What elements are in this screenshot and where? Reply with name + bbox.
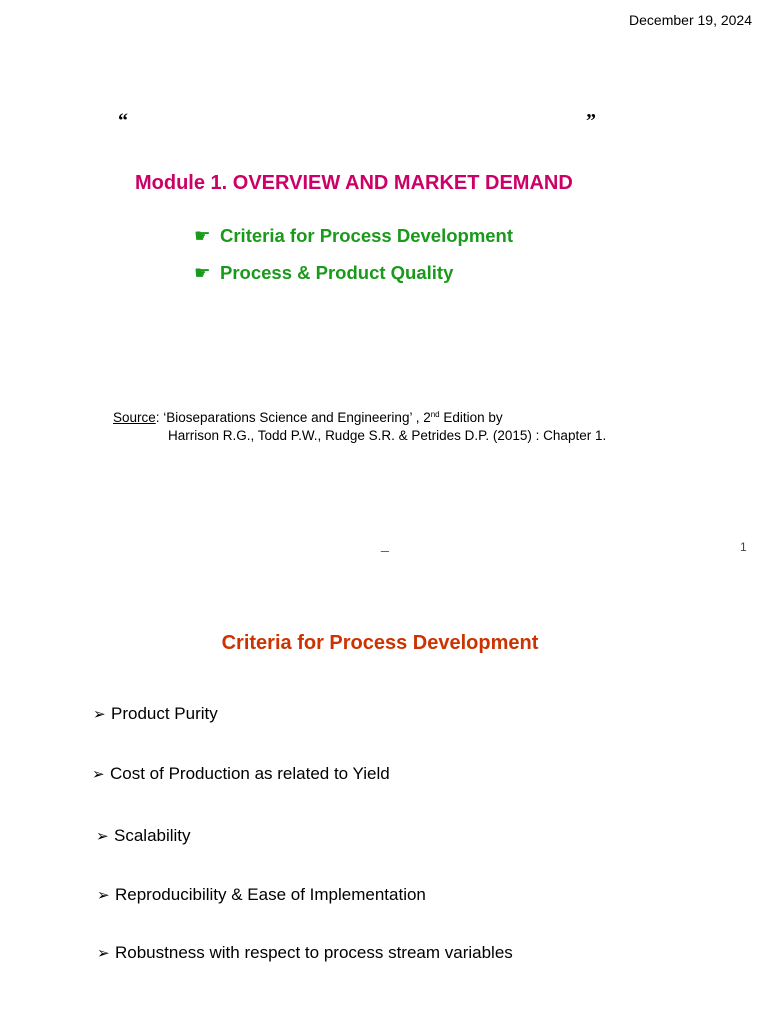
- arrow-bullet-icon: ➢: [96, 828, 109, 845]
- bullet-text: Reproducibility & Ease of Implementation: [115, 885, 426, 904]
- topic-item-quality: [194, 262, 453, 284]
- topic-label: Criteria for Process Development: [220, 225, 514, 246]
- arrow-bullet-icon: ➢: [93, 706, 106, 723]
- list-item: [93, 704, 218, 724]
- bullet-text: Scalability: [114, 826, 191, 845]
- source-line2: Harrison R.G., Todd P.W., Rudge S.R. & Petrides D.P. (2015) : Chapter 1.: [168, 428, 607, 443]
- source-line1-tail: Edition by: [439, 410, 503, 425]
- footer-dash: _: [381, 536, 389, 552]
- source-line1: : ‘Bioseparations Science and Engineering’ , 2: [155, 410, 431, 425]
- arrow-bullet-icon: ➢: [97, 887, 110, 904]
- pointing-hand-icon: ☛: [194, 225, 211, 246]
- list-item: [97, 885, 426, 905]
- list-item: [92, 764, 390, 784]
- document-date: December 19, 2024: [629, 12, 752, 28]
- list-item: [97, 943, 513, 963]
- source-label: Source: [113, 410, 156, 425]
- bullet-text: Robustness with respect to process stream variables: [115, 943, 513, 962]
- bullet-text: Product Purity: [111, 704, 218, 723]
- pointing-hand-icon: ☛: [194, 262, 211, 283]
- arrow-bullet-icon: ➢: [97, 945, 110, 962]
- open-quote-mark: “: [118, 110, 128, 132]
- page-number: 1: [740, 540, 747, 554]
- slide-title: Criteria for Process Development: [221, 632, 539, 654]
- topic-item-criteria: [194, 225, 513, 247]
- close-quote-mark: ”: [586, 110, 596, 132]
- topic-label: Process & Product Quality: [220, 262, 454, 283]
- source-citation: [113, 406, 606, 445]
- bullet-text: Cost of Production as related to Yield: [110, 764, 390, 783]
- edition-superscript: nd: [430, 410, 440, 419]
- arrow-bullet-icon: ➢: [92, 766, 105, 783]
- list-item: [96, 826, 191, 846]
- module-title: Module 1. OVERVIEW AND MARKET DEMAND: [135, 172, 573, 194]
